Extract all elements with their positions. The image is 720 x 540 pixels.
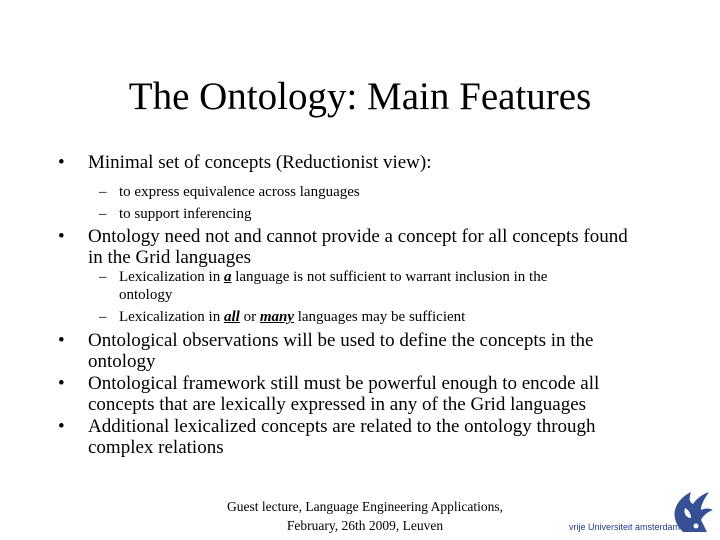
text-segment: Lexicalization in — [119, 309, 224, 325]
bullet-text — [88, 416, 688, 458]
subbullet-marker: – — [99, 309, 107, 325]
bullet-marker: • — [58, 226, 65, 247]
logo-text-right: amsterdam — [635, 522, 681, 532]
bullet-line-2: ontology — [88, 351, 156, 372]
subbullet-line-2: ontology — [119, 287, 173, 303]
logo-text-left: vrije Universiteit — [569, 522, 633, 532]
university-logo — [565, 488, 715, 536]
footer-line-1: Guest lecture, Language Engineering Applications, — [227, 499, 503, 514]
slide-title: The Ontology: Main Features — [128, 75, 592, 118]
emphasis-many: many — [259, 309, 294, 325]
text-segment: Lexicalization in — [119, 269, 224, 285]
subbullet-marker: – — [99, 269, 107, 285]
subbullet-text: to support inferencing — [119, 206, 252, 222]
subbullet-marker: – — [99, 206, 107, 222]
bullet-line-1: Ontology need not and cannot provide a concept for all concepts found — [88, 226, 628, 247]
bullet-text — [88, 373, 688, 415]
subbullet-text — [119, 268, 659, 304]
griffin-emblem-icon — [674, 492, 713, 532]
subbullet-text — [119, 308, 659, 326]
bullet-line-2: concepts that are lexically expressed in any of the Grid languages — [88, 394, 587, 415]
bullet-marker: • — [58, 152, 65, 173]
emphasis-all: all — [223, 309, 240, 325]
bullet-line-1: Ontological framework still must be powerful enough to encode all — [88, 373, 600, 394]
bullet-marker: • — [58, 373, 65, 394]
subbullet-marker: – — [99, 184, 107, 200]
bullet-text — [88, 330, 688, 372]
slide-footer — [190, 497, 540, 535]
bullet-text: Minimal set of concepts (Reductionist view): — [88, 152, 432, 173]
bullet-marker: • — [58, 330, 65, 351]
bullet-line-2: complex relations — [88, 437, 224, 458]
footer-line-2: February, 26th 2009, Leuven — [286, 518, 444, 533]
bullet-line-1: Ontological observations will be used to define the concepts in the — [88, 330, 594, 351]
bullet-text — [88, 226, 688, 268]
text-segment: language is not sufficient to warrant inclusion in the — [231, 269, 548, 285]
text-segment: languages may be sufficient — [293, 309, 466, 325]
subbullet-text: to express equivalence across languages — [119, 184, 360, 200]
bullet-marker: • — [58, 416, 65, 437]
emphasis-a: a — [223, 269, 232, 285]
bullet-line-2: in the Grid languages — [88, 247, 252, 268]
bullet-line-1: Additional lexicalized concepts are related to the ontology through — [88, 416, 596, 437]
text-segment: or — [239, 309, 260, 325]
